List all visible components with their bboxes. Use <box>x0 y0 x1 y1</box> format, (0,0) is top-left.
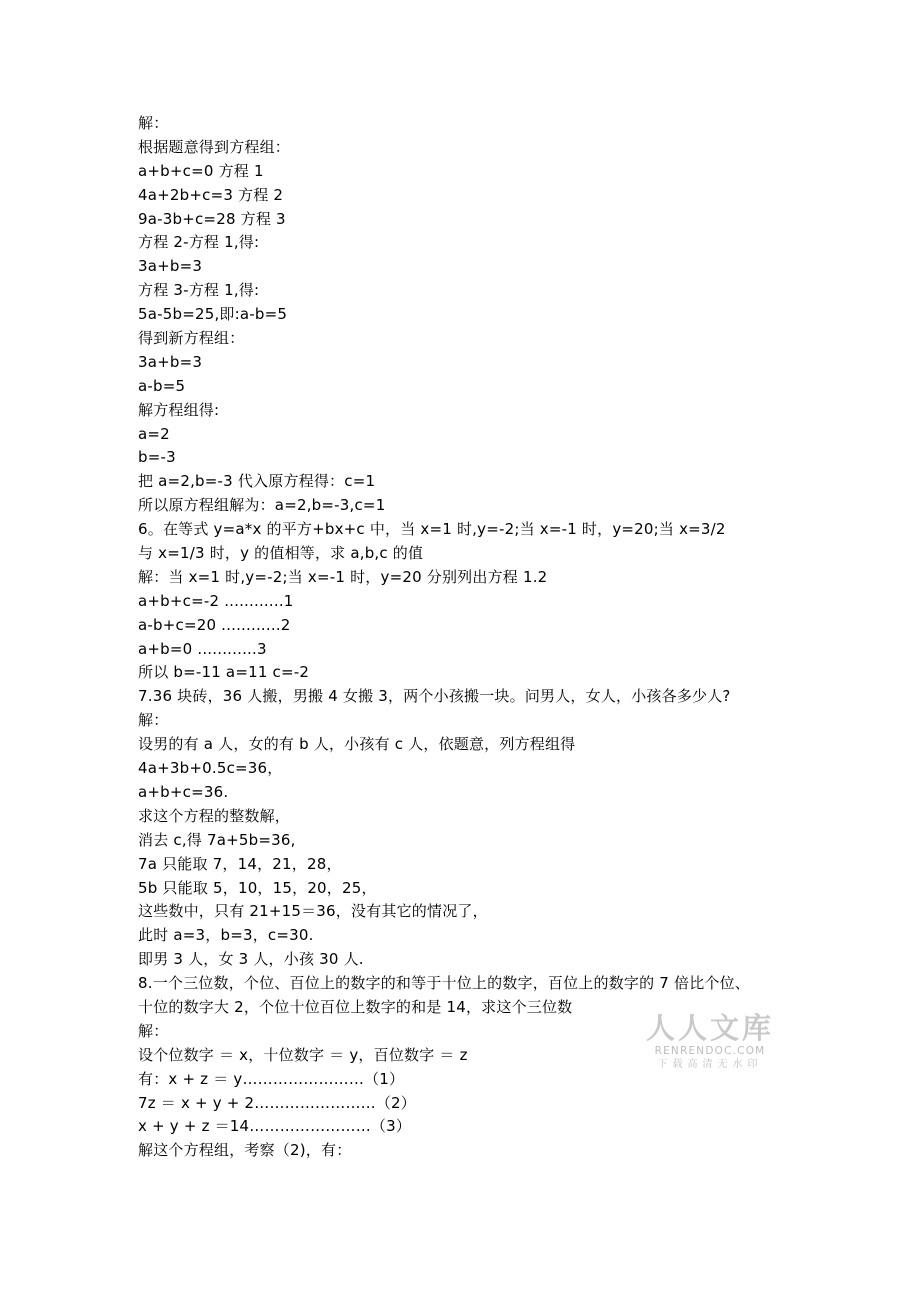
text-line: 解： <box>138 1021 169 1040</box>
text-line: x + y + z ＝14……………………（3） <box>138 1117 412 1136</box>
text-line: 5b 只能取 5，10，15，20，25， <box>138 878 377 897</box>
text-line: 3a+b=3 <box>138 257 203 276</box>
text-line: 9a-3b+c=28 方程 3 <box>138 209 286 228</box>
text-line: 7a 只能取 7，14，21，28， <box>138 854 342 873</box>
text-line: 7.36 块砖，36 人搬，男搬 4 女搬 3，两个小孩搬一块。问男人，女人，小孩各多少人? <box>138 687 731 706</box>
text-line: b=-3 <box>138 448 176 467</box>
text-line: a+b+c=0 方程 1 <box>138 161 264 180</box>
text-line: 3a+b=3 <box>138 352 203 371</box>
text-line: 这些数中，只有 21+15＝36，没有其它的情况了， <box>138 902 488 921</box>
text-line: 所以 b=-11 a=11 c=-2 <box>138 663 310 682</box>
text-line: 6。在等式 y=a*x 的平方+bx+c 中，当 x=1 时,y=-2;当 x=-1 时，y=20;当 x=3/2 <box>138 520 726 539</box>
text-line: 十位的数字大 2，个位十位百位上数字的和是 14，求这个三位数 <box>138 997 573 1016</box>
text-line: 有：x + z ＝ y……………………（1） <box>138 1069 405 1088</box>
text-line: 方程 2-方程 1,得: <box>138 233 260 252</box>
text-line: 5a-5b=25,即:a-b=5 <box>138 305 288 324</box>
text-line: 设个位数字 ＝ x，十位数字 ＝ y，百位数字 ＝ z <box>138 1045 468 1064</box>
text-line: 求这个方程的整数解， <box>138 806 291 825</box>
text-line: 解方程组得: <box>138 400 220 419</box>
text-line: 方程 3-方程 1,得: <box>138 281 260 300</box>
text-line: 4a+3b+0.5c=36， <box>138 759 283 778</box>
watermark-domain: RENRENDOC.COM <box>654 1045 766 1057</box>
text-line: 7z ＝ x + y + 2……………………（2） <box>138 1093 417 1112</box>
text-line: 设男的有 a 人，女的有 b 人，小孩有 c 人，依题意，列方程组得 <box>138 735 576 754</box>
text-line: 即男 3 人，女 3 人，小孩 30 人. <box>138 950 364 969</box>
text-line: 解： <box>138 114 169 132</box>
watermark-tagline: 下载高清无水印 <box>657 1059 763 1070</box>
watermark-logo-text: 人人文库 <box>646 1011 775 1045</box>
text-line: 8.一个三位数，个位、百位上的数字的和等于十位上的数字，百位上的数字的 7 倍比个位、 <box>138 974 750 993</box>
text-line: 解：当 x=1 时,y=-2;当 x=-1 时，y=20 分别列出方程 1.2 <box>138 567 548 586</box>
text-line: 4a+2b+c=3 方程 2 <box>138 185 284 204</box>
text-line: 得到新方程组： <box>138 329 245 348</box>
text-line: 此时 a=3，b=3，c=30. <box>138 926 314 945</box>
text-line: 消去 c,得 7a+5b=36, <box>138 830 296 849</box>
text-line: 所以原方程组解为：a=2,b=-3,c=1 <box>138 496 386 515</box>
text-line: a+b+c=36. <box>138 782 229 801</box>
text-line: 解这个方程组，考察（2)，有： <box>138 1141 352 1160</box>
text-line: 解： <box>138 711 169 730</box>
text-line: 与 x=1/3 时，y 的值相等，求 a,b,c 的值 <box>138 544 424 563</box>
text-line: a+b=0 ............3 <box>138 639 267 658</box>
text-line: a-b+c=20 ............2 <box>138 615 291 634</box>
text-line: a=2 <box>138 424 170 443</box>
text-line: 根据题意得到方程组： <box>138 137 291 156</box>
text-line: a-b=5 <box>138 376 186 395</box>
text-line: a+b+c=-2 ............1 <box>138 591 294 610</box>
document-body <box>138 112 798 1163</box>
text-line: 把 a=2,b=-3 代入原方程得：c=1 <box>138 472 376 491</box>
